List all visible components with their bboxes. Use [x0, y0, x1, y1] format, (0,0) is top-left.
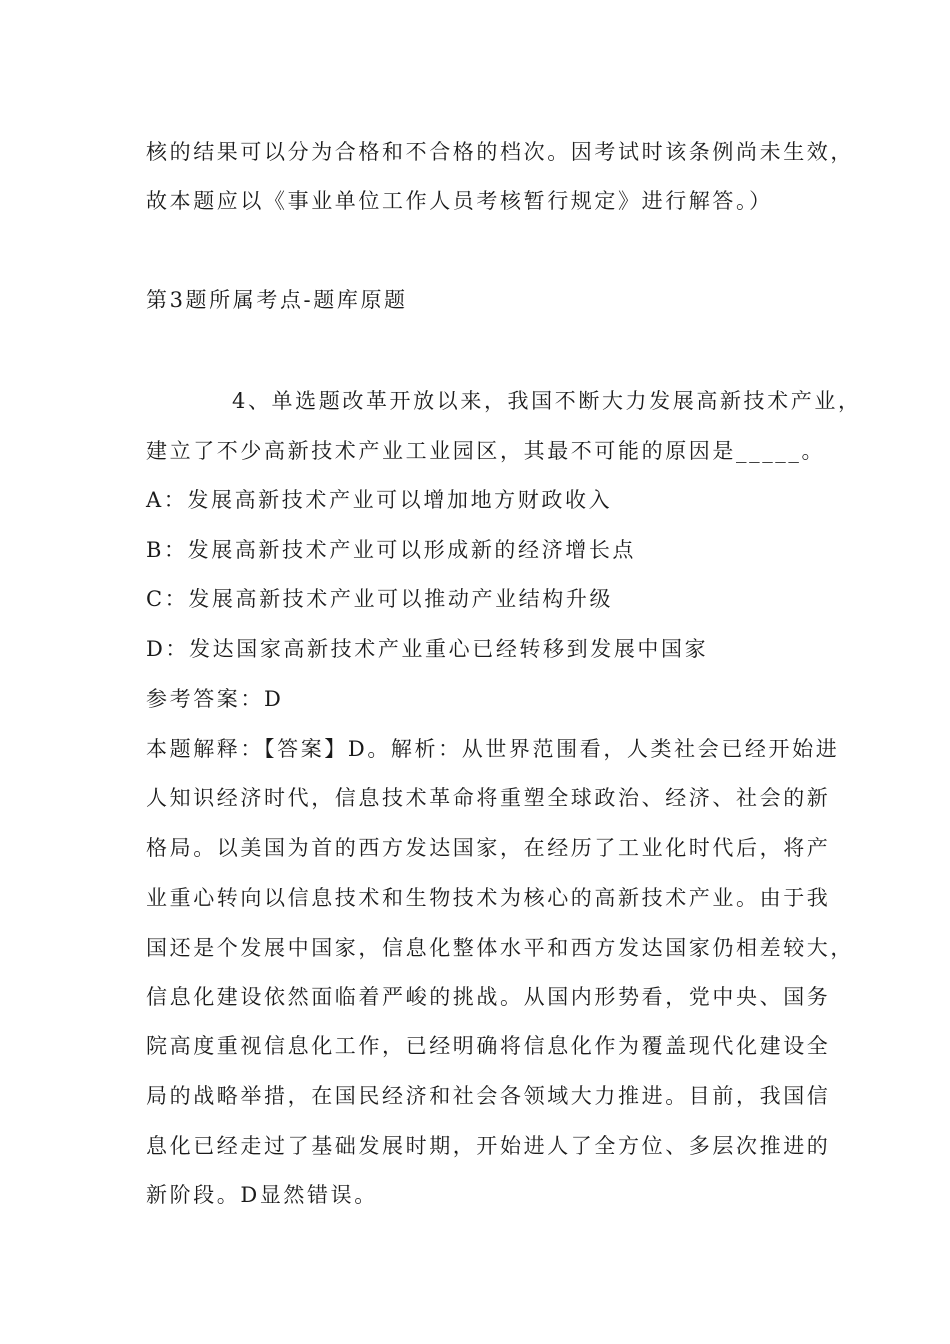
- explanation-line-2: 人知识经济时代，信息技术革命将重塑全球政治、经济、社会的新: [146, 786, 831, 810]
- explanation-line-8: 局的战略举措，在国民经济和社会各领域大力推进。目前，我国信: [146, 1084, 831, 1108]
- explanation-line-7: 院高度重视信息化工作，已经明确将信息化作为覆盖现代化建设全: [146, 1034, 831, 1058]
- reference-answer: 参考答案：D: [146, 687, 284, 711]
- question-line-1: 4、单选题改革开放以来，我国不断大力发展高新技术产业，: [232, 389, 862, 413]
- explanation-line-3: 格局。以美国为首的西方发达国家，在经历了工业化时代后，将产: [146, 836, 831, 860]
- explanation-line-4: 业重心转向以信息技术和生物技术为核心的高新技术产业。由于我: [146, 886, 831, 910]
- previous-explanation-line-2: 故本题应以《事业单位工作人员考核暂行规定》进行解答。）: [146, 189, 773, 213]
- explanation-line-10: 新阶段。D显然错误。: [146, 1183, 378, 1207]
- explanation-line-1: 本题解释：【答案】D。解析：从世界范围看，人类社会已经开始进: [146, 737, 840, 761]
- explanation-line-6: 信息化建设依然面临着严峻的挑战。从国内形势看，党中央、国务: [146, 985, 831, 1009]
- explanation-line-5: 国还是个发展中国家，信息化整体水平和西方发达国家仍相差较大，: [146, 936, 854, 960]
- question-line-2: 建立了不少高新技术产业工业园区，其最不可能的原因是_____。: [146, 439, 826, 463]
- option-d: D：发达国家高新技术产业重心已经转移到发展中国家: [146, 637, 709, 661]
- explanation-line-9: 息化已经走过了基础发展时期，开始进人了全方位、多层次推进的: [146, 1134, 831, 1158]
- previous-explanation-line-1: 核的结果可以分为合格和不合格的档次。因考试时该条例尚未生效，: [146, 140, 854, 164]
- knowledge-point-heading: 第3题所属考点-题库原题: [146, 288, 408, 312]
- option-a: A：发展高新技术产业可以增加地方财政收入: [146, 488, 613, 512]
- option-c: C：发展高新技术产业可以推动产业结构升级: [146, 587, 614, 611]
- option-b: B：发展高新技术产业可以形成新的经济增长点: [146, 538, 637, 562]
